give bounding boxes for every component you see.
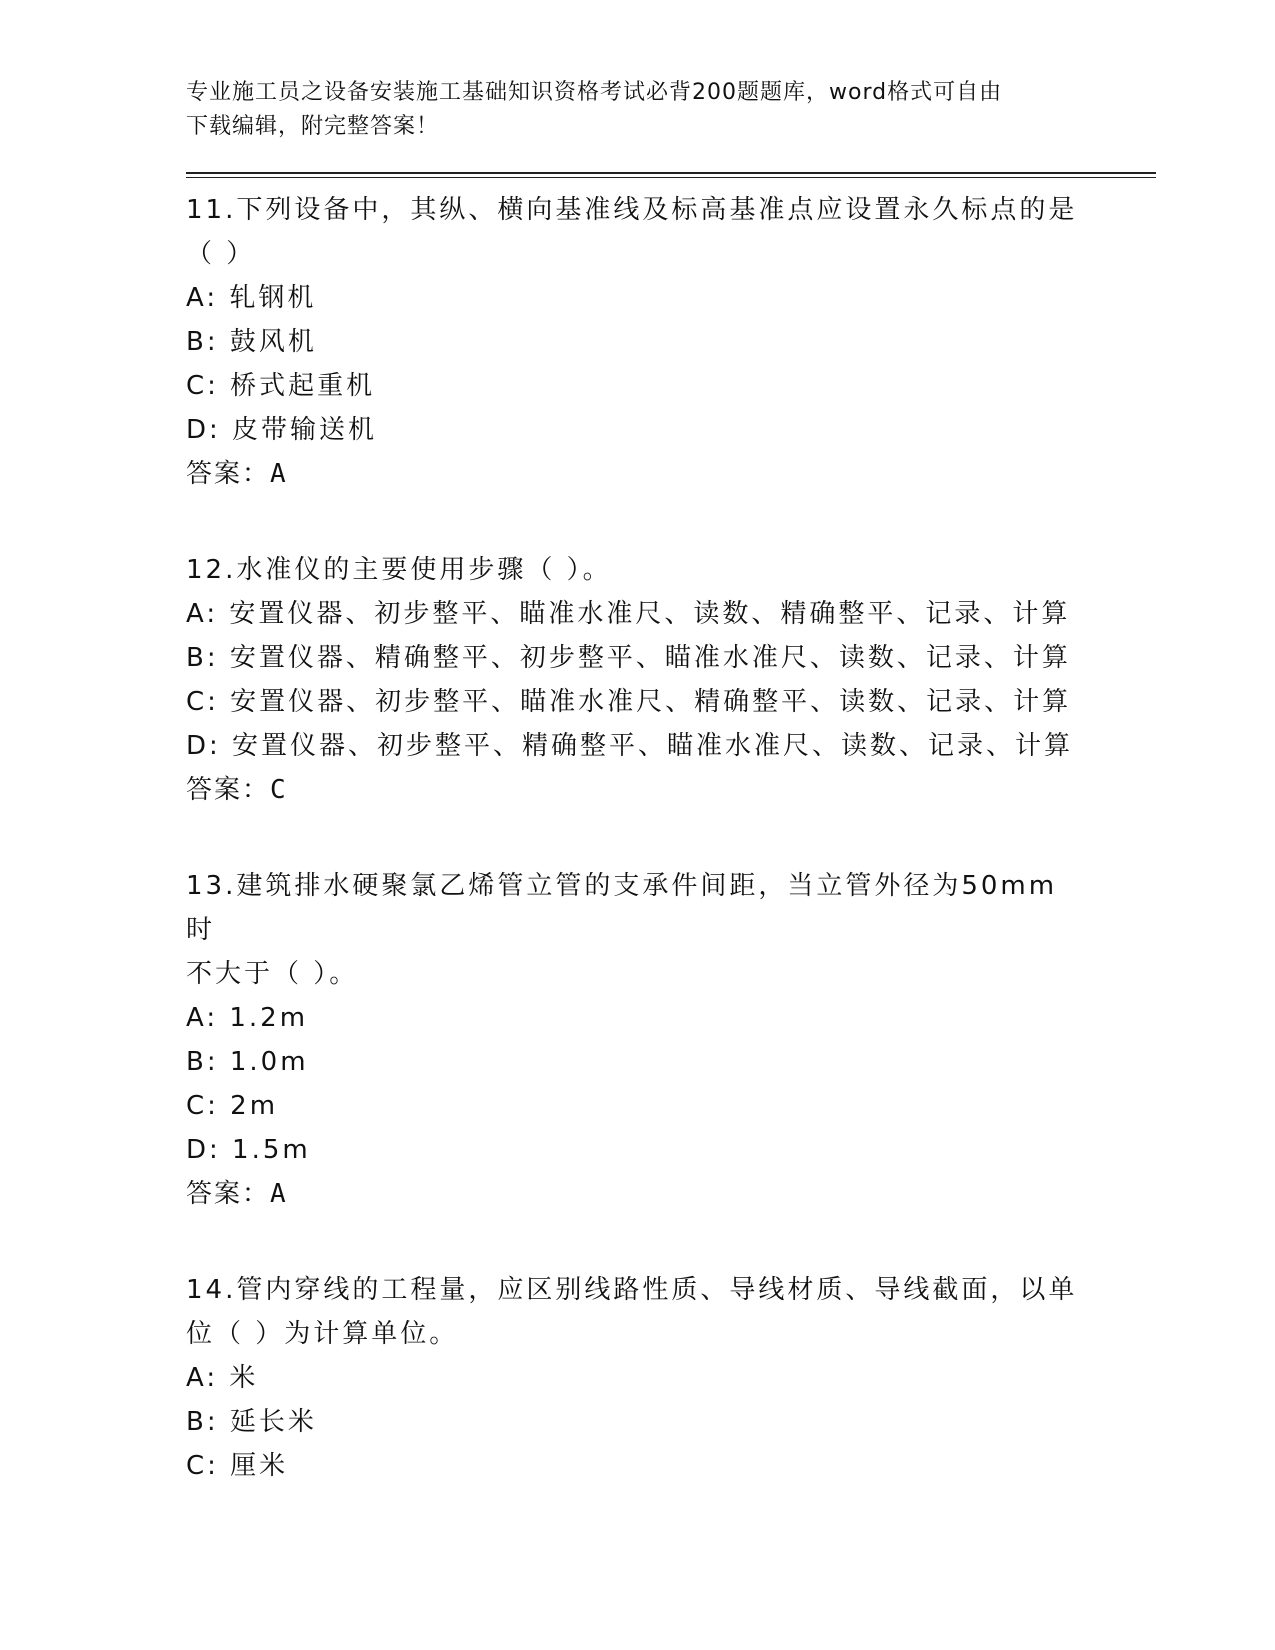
option-d: D: 1.5m	[186, 1135, 311, 1165]
question-14	[186, 1268, 1086, 1488]
question-stem-continued: 位（ ）为计算单位。	[186, 1319, 459, 1349]
option-d: D: 皮带输送机	[186, 415, 378, 445]
option-a: A: 米	[186, 1363, 259, 1393]
option-c: C: 桥式起重机	[186, 371, 376, 401]
question-stem: 14.管内穿线的工程量，应区别线路性质、导线材质、导线截面，以单	[186, 1275, 1078, 1305]
header-divider-bottom	[186, 177, 1156, 178]
answer-label: 答案：	[186, 775, 271, 805]
option-b: B: 安置仪器、精确整平、初步整平、瞄准水准尺、读数、记录、计算	[186, 643, 1071, 673]
answer-value: C	[270, 775, 288, 805]
answer-value: A	[270, 459, 288, 489]
question-stem: 13.建筑排水硬聚氯乙烯管立管的支承件间距，当立管外径为50mm时	[186, 871, 1058, 945]
option-b: B: 1.0m	[186, 1047, 309, 1077]
answer	[186, 1172, 1086, 1216]
answer	[186, 768, 1086, 812]
answer	[186, 452, 1086, 496]
answer-label: 答案：	[186, 1179, 271, 1209]
question-13	[186, 864, 1086, 1216]
option-a: A: 1.2m	[186, 1003, 309, 1033]
answer-label: 答案：	[186, 459, 271, 489]
option-d: D: 安置仪器、初步整平、精确整平、瞄准水准尺、读数、记录、计算	[186, 731, 1074, 761]
answer-value: A	[270, 1179, 288, 1209]
question-stem-continued: （ ）	[186, 239, 256, 269]
header-line-2: 下载编辑，附完整答案！	[186, 114, 440, 139]
option-c: C: 厘米	[186, 1451, 289, 1481]
option-c: C: 2m	[186, 1091, 279, 1121]
question-12	[186, 548, 1086, 812]
option-a: A: 安置仪器、初步整平、瞄准水准尺、读数、精确整平、记录、计算	[186, 599, 1071, 629]
question-stem: 11.下列设备中，其纵、横向基准线及标高基准点应设置永久标点的是	[186, 195, 1078, 225]
question-stem-continued: 不大于（ ）。	[186, 959, 359, 989]
option-b: B: 延长米	[186, 1407, 317, 1437]
question-list	[186, 188, 1086, 1540]
document-header	[186, 76, 1066, 144]
header-line-1: 专业施工员之设备安装施工基础知识资格考试必背200题题库，word格式可自由	[186, 80, 1003, 105]
option-b: B: 鼓风机	[186, 327, 317, 357]
option-a: A: 轧钢机	[186, 283, 317, 313]
header-divider-top	[186, 172, 1156, 174]
option-c: C: 安置仪器、初步整平、瞄准水准尺、精确整平、读数、记录、计算	[186, 687, 1072, 717]
question-11	[186, 188, 1086, 496]
question-stem: 12.水准仪的主要使用步骤（ ）。	[186, 555, 612, 585]
